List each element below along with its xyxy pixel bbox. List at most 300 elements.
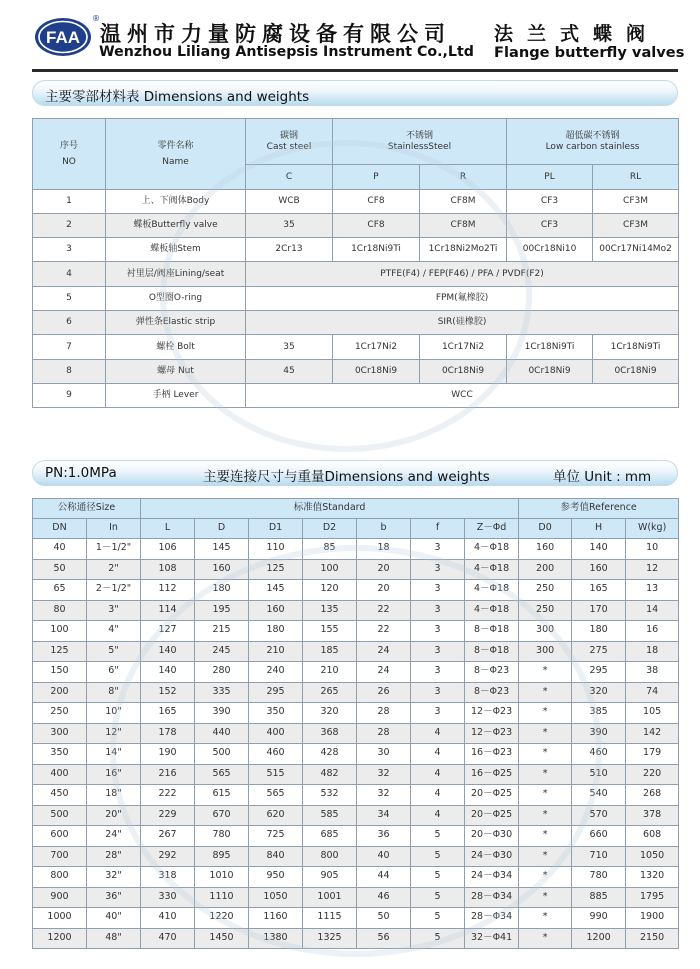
dimension-cell: 780 xyxy=(572,867,626,888)
dimension-cell: 440 xyxy=(195,723,249,744)
dimension-row xyxy=(33,928,679,949)
dimension-cell: 229 xyxy=(141,805,195,826)
dimension-cell: 378 xyxy=(626,805,679,826)
materials-section-title: 主要零部材料表 Dimensions and weights xyxy=(45,89,310,105)
dimension-cell: 40 xyxy=(33,539,87,560)
dimension-cell: 3 xyxy=(411,621,465,642)
dimension-cell: 185 xyxy=(303,641,357,662)
dimension-cell: 210 xyxy=(249,641,303,662)
material-pl: 00Cr18Ni10 xyxy=(507,238,593,262)
dimension-cell: * xyxy=(519,826,572,847)
dimension-cell: 1325 xyxy=(303,928,357,949)
header-name-cn: 零件名称 xyxy=(157,140,194,151)
header-lowcarbon-cn: 超低碳不锈钢 xyxy=(565,131,620,142)
dimension-cell: 140 xyxy=(141,662,195,683)
dimension-cell: 1795 xyxy=(626,887,679,908)
dimension-cell: * xyxy=(519,887,572,908)
material-name: 蝶板Butterfly valve xyxy=(106,214,246,238)
dimension-cell: 14 xyxy=(626,600,679,621)
material-c: 35 xyxy=(246,214,333,238)
dimension-cell: 40 xyxy=(357,846,411,867)
dimension-cell: 152 xyxy=(141,682,195,703)
dimension-row xyxy=(33,867,679,888)
dimension-cell: 215 xyxy=(195,621,249,642)
dimension-cell: 200 xyxy=(33,682,87,703)
dimension-cell: 13 xyxy=(626,580,679,601)
dimension-cell: 670 xyxy=(195,805,249,826)
dimension-cell: 460 xyxy=(249,744,303,765)
dimension-cell: 28－Φ34 xyxy=(465,908,519,929)
material-no: 8 xyxy=(33,360,106,384)
dimension-row xyxy=(33,805,679,826)
material-row xyxy=(33,311,679,335)
dimension-cell: 195 xyxy=(195,600,249,621)
dimension-row xyxy=(33,662,679,683)
dimension-cell: 2150 xyxy=(626,928,679,949)
dimension-cell: 12－Φ23 xyxy=(465,703,519,724)
dimension-cell: 8－Φ23 xyxy=(465,662,519,683)
material-no: 9 xyxy=(33,384,106,408)
dimension-cell: 320 xyxy=(572,682,626,703)
dimension-cell: 330 xyxy=(141,887,195,908)
material-pl: CF3 xyxy=(507,214,593,238)
dimension-cell: 24" xyxy=(87,826,141,847)
dimension-row xyxy=(33,600,679,621)
dimension-cell: 400 xyxy=(249,723,303,744)
dimension-cell: 500 xyxy=(33,805,87,826)
dimension-cell: 532 xyxy=(303,785,357,806)
dimension-cell: 565 xyxy=(195,764,249,785)
dimension-cell: 4－Φ18 xyxy=(465,600,519,621)
dimension-cell: * xyxy=(519,785,572,806)
dimension-cell: 65 xyxy=(33,580,87,601)
dimension-cell: 4 xyxy=(411,723,465,744)
logo-text: FAA xyxy=(46,28,80,47)
dimension-cell: 3 xyxy=(411,703,465,724)
material-row xyxy=(33,335,679,360)
dimension-cell: 1900 xyxy=(626,908,679,929)
dimension-cell: 1001 xyxy=(303,887,357,908)
group-header-standard: 标准值Standard xyxy=(141,499,519,519)
header-cast-steel xyxy=(246,119,333,165)
dimension-cell: 180 xyxy=(195,580,249,601)
dimension-cell: 125 xyxy=(249,559,303,580)
dimension-cell: 16 xyxy=(626,621,679,642)
material-rl: 00Cr17Ni14Mo2 xyxy=(593,238,679,262)
dimension-cell: 428 xyxy=(303,744,357,765)
column-header: DN xyxy=(33,519,87,539)
dimension-cell: 905 xyxy=(303,867,357,888)
material-merged-value: PTFE(F4) / FEP(F46) / PFA / PVDF(F2) xyxy=(246,262,679,287)
dimension-cell: 540 xyxy=(572,785,626,806)
material-r: 0Cr18Ni9 xyxy=(420,360,507,384)
dimension-cell: 28 xyxy=(357,703,411,724)
product-name-en: Flange butterfly valves xyxy=(494,44,685,61)
dimension-cell: 12 xyxy=(626,559,679,580)
dimension-cell: 4－Φ18 xyxy=(465,539,519,560)
dimension-cell: 318 xyxy=(141,867,195,888)
material-row xyxy=(33,262,679,287)
dimension-cell: 685 xyxy=(303,826,357,847)
dimension-row xyxy=(33,744,679,765)
dimension-cell: 990 xyxy=(572,908,626,929)
dimension-cell: 295 xyxy=(249,682,303,703)
dimension-cell: 40" xyxy=(87,908,141,929)
material-row xyxy=(33,238,679,262)
dimension-cell: 56 xyxy=(357,928,411,949)
dimension-cell: 32 xyxy=(357,764,411,785)
header-rl: RL xyxy=(593,165,679,190)
dimension-cell: 570 xyxy=(572,805,626,826)
dimension-cell: * xyxy=(519,703,572,724)
dimension-cell: 1160 xyxy=(249,908,303,929)
dimension-cell: 350 xyxy=(249,703,303,724)
dimension-cell: 179 xyxy=(626,744,679,765)
dimension-cell: 700 xyxy=(33,846,87,867)
dimension-cell: 2－1/2" xyxy=(87,580,141,601)
dimension-cell: 620 xyxy=(249,805,303,826)
dimension-cell: 900 xyxy=(33,887,87,908)
column-header: D1 xyxy=(249,519,303,539)
material-row xyxy=(33,360,679,384)
dimension-cell: 240 xyxy=(249,662,303,683)
material-c: WCB xyxy=(246,190,333,214)
dimension-cell: 160 xyxy=(195,559,249,580)
header-cast-en: Cast steel xyxy=(266,141,312,152)
dimension-row xyxy=(33,723,679,744)
dimension-cell: 10 xyxy=(626,539,679,560)
header-lowcarbon-en: Low carbon stainless xyxy=(545,141,640,152)
dimension-cell: 32－Φ41 xyxy=(465,928,519,949)
company-name-cn: 温州市力量防腐设备有限公司 xyxy=(100,22,451,46)
dimension-cell: * xyxy=(519,764,572,785)
dimension-cell: 3 xyxy=(411,682,465,703)
dimension-cell: 515 xyxy=(249,764,303,785)
dimension-cell: 24 xyxy=(357,641,411,662)
dimension-cell: 110 xyxy=(249,539,303,560)
dimension-cell: 3 xyxy=(411,662,465,683)
dimension-cell: 8－Φ18 xyxy=(465,621,519,642)
column-header: D2 xyxy=(303,519,357,539)
material-r: CF8M xyxy=(420,214,507,238)
dimension-cell: 4 xyxy=(411,805,465,826)
header-name xyxy=(106,119,246,190)
dimension-cell: 5" xyxy=(87,641,141,662)
material-p: 1Cr17Ni2 xyxy=(333,335,420,360)
dimension-cell: 155 xyxy=(303,621,357,642)
dimension-cell: * xyxy=(519,908,572,929)
dimension-cell: 267 xyxy=(141,826,195,847)
dimension-cell: 250 xyxy=(519,600,572,621)
dimension-cell: 510 xyxy=(572,764,626,785)
material-c: 35 xyxy=(246,335,333,360)
dimension-cell: 3 xyxy=(411,539,465,560)
dimension-cell: 18 xyxy=(626,641,679,662)
dimension-cell: 780 xyxy=(195,826,249,847)
dimension-cell: 145 xyxy=(249,580,303,601)
dimension-cell: 1115 xyxy=(303,908,357,929)
dimension-cell: 180 xyxy=(572,621,626,642)
dimension-row xyxy=(33,682,679,703)
dimension-cell: 8－Φ23 xyxy=(465,682,519,703)
material-rl: CF3M xyxy=(593,190,679,214)
dimension-cell: 5 xyxy=(411,928,465,949)
dimension-cell: 36" xyxy=(87,887,141,908)
group-header-reference: 参考值Reference xyxy=(519,499,679,519)
dimension-cell: 460 xyxy=(572,744,626,765)
dimension-cell: 160 xyxy=(572,559,626,580)
dimension-cell: 38 xyxy=(626,662,679,683)
dimension-cell: 20－Φ25 xyxy=(465,805,519,826)
header-divider xyxy=(32,69,678,72)
dimension-cell: 8" xyxy=(87,682,141,703)
material-pl: 1Cr18Ni9Ti xyxy=(507,335,593,360)
dimension-cell: 280 xyxy=(195,662,249,683)
dimension-cell: 34 xyxy=(357,805,411,826)
dimension-cell: 80 xyxy=(33,600,87,621)
material-name: 螺栓 Bolt xyxy=(106,335,246,360)
dimension-cell: 16－Φ23 xyxy=(465,744,519,765)
material-merged-value: WCC xyxy=(246,384,679,408)
material-name: 上、下阀体Body xyxy=(106,190,246,214)
dimension-cell: 220 xyxy=(626,764,679,785)
dimension-row xyxy=(33,641,679,662)
dimension-cell: 3 xyxy=(411,641,465,662)
material-name: O型圈O-ring xyxy=(106,287,246,311)
dimension-cell: 140 xyxy=(572,539,626,560)
dimension-cell: 170 xyxy=(572,600,626,621)
dimension-cell: 1－1/2" xyxy=(87,539,141,560)
header-stainless xyxy=(333,119,507,165)
dimension-cell: 4－Φ18 xyxy=(465,580,519,601)
column-header: Z－Φd xyxy=(465,519,519,539)
material-merged-value: FPM(氟橡胶) xyxy=(246,287,679,311)
dimension-cell: 4 xyxy=(411,744,465,765)
dimension-cell: 125 xyxy=(33,641,87,662)
dimension-cell: 725 xyxy=(249,826,303,847)
dimension-cell: 390 xyxy=(572,723,626,744)
dimension-cell: 5 xyxy=(411,826,465,847)
dimension-cell: 3 xyxy=(411,580,465,601)
group-header-size: 公称通径Size xyxy=(33,499,141,519)
dimension-cell: 268 xyxy=(626,785,679,806)
dimension-cell: 295 xyxy=(572,662,626,683)
dimension-cell: 5 xyxy=(411,887,465,908)
dimension-cell: 245 xyxy=(195,641,249,662)
dimension-cell: 1110 xyxy=(195,887,249,908)
dimension-cell: 32 xyxy=(357,785,411,806)
material-p: CF8 xyxy=(333,214,420,238)
dimension-cell: 5 xyxy=(411,867,465,888)
registered-mark: ® xyxy=(92,14,100,23)
dimension-cell: 10" xyxy=(87,703,141,724)
dimension-cell: 20 xyxy=(357,559,411,580)
dimension-cell: 100 xyxy=(33,621,87,642)
material-no: 7 xyxy=(33,335,106,360)
dimension-cell: 127 xyxy=(141,621,195,642)
dimension-cell: * xyxy=(519,805,572,826)
dimension-cell: 16" xyxy=(87,764,141,785)
material-pl: CF3 xyxy=(507,190,593,214)
dimension-cell: 3" xyxy=(87,600,141,621)
header-r: R xyxy=(420,165,507,190)
dimension-cell: 180 xyxy=(249,621,303,642)
material-p: 1Cr18Ni9Ti xyxy=(333,238,420,262)
dimension-cell: 1380 xyxy=(249,928,303,949)
material-no: 2 xyxy=(33,214,106,238)
dimension-cell: 20" xyxy=(87,805,141,826)
dimension-cell: 1050 xyxy=(626,846,679,867)
dimension-cell: 1010 xyxy=(195,867,249,888)
dimension-cell: 1220 xyxy=(195,908,249,929)
materials-section-bar xyxy=(32,80,678,106)
dimension-cell: 600 xyxy=(33,826,87,847)
dimension-cell: * xyxy=(519,867,572,888)
dimension-cell: 1320 xyxy=(626,867,679,888)
column-header: H xyxy=(572,519,626,539)
header-cast-cn: 碳钢 xyxy=(279,131,298,142)
dimension-cell: 85 xyxy=(303,539,357,560)
material-no: 6 xyxy=(33,311,106,335)
header-stainless-cn: 不锈钢 xyxy=(406,131,434,142)
dimension-cell: 14" xyxy=(87,744,141,765)
dimension-cell: 160 xyxy=(249,600,303,621)
material-merged-value: SIR(硅橡胶) xyxy=(246,311,679,335)
header-no-en: NO xyxy=(62,157,76,167)
material-rl: CF3M xyxy=(593,214,679,238)
dimension-cell: 470 xyxy=(141,928,195,949)
material-r: CF8M xyxy=(420,190,507,214)
dimension-row xyxy=(33,887,679,908)
dimension-cell: 565 xyxy=(249,785,303,806)
dimension-cell: * xyxy=(519,723,572,744)
dimension-cell: 44 xyxy=(357,867,411,888)
material-r: 1Cr18Ni2Mo2Ti xyxy=(420,238,507,262)
dimension-cell: * xyxy=(519,928,572,949)
dimension-cell: 18" xyxy=(87,785,141,806)
header-low-carbon xyxy=(507,119,679,165)
dimension-cell: 24 xyxy=(357,662,411,683)
dimensions-section-title: 主要连接尺寸与重量Dimensions and weights xyxy=(203,469,490,485)
dimension-cell: 20－Φ25 xyxy=(465,785,519,806)
material-pl: 0Cr18Ni9 xyxy=(507,360,593,384)
dimension-cell: 1200 xyxy=(572,928,626,949)
dimension-cell: 400 xyxy=(33,764,87,785)
header-stainless-en: StainlessSteel xyxy=(387,141,452,152)
dimension-cell: 2" xyxy=(87,559,141,580)
dimension-cell: 710 xyxy=(572,846,626,867)
dimension-cell: 300 xyxy=(519,621,572,642)
dimension-cell: 190 xyxy=(141,744,195,765)
dimension-cell: 275 xyxy=(572,641,626,662)
dimension-cell: 950 xyxy=(249,867,303,888)
material-r: 1Cr17Ni2 xyxy=(420,335,507,360)
faa-logo xyxy=(34,17,92,57)
dimension-cell: 28" xyxy=(87,846,141,867)
header-p: P xyxy=(333,165,420,190)
dimension-cell: * xyxy=(519,662,572,683)
material-p: 0Cr18Ni9 xyxy=(333,360,420,384)
dimension-cell: 120 xyxy=(303,580,357,601)
dimension-cell: 800 xyxy=(303,846,357,867)
dimension-cell: 16－Φ25 xyxy=(465,764,519,785)
page-header xyxy=(0,0,700,70)
unit-label: 单位 Unit : mm xyxy=(553,469,652,485)
dimension-cell: 24－Φ30 xyxy=(465,846,519,867)
dimension-cell: 114 xyxy=(141,600,195,621)
dimension-row xyxy=(33,559,679,580)
dimension-row xyxy=(33,826,679,847)
dimension-cell: 4－Φ18 xyxy=(465,559,519,580)
material-name: 螺母 Nut xyxy=(106,360,246,384)
material-no: 3 xyxy=(33,238,106,262)
dimension-cell: 5 xyxy=(411,908,465,929)
dimension-cell: 840 xyxy=(249,846,303,867)
dimension-cell: 48" xyxy=(87,928,141,949)
dimension-cell: 36 xyxy=(357,826,411,847)
dimension-cell: 300 xyxy=(519,641,572,662)
dimension-row xyxy=(33,703,679,724)
dimension-cell: 30 xyxy=(357,744,411,765)
product-name-cn: 法兰式蝶阀 xyxy=(494,23,660,45)
dimension-cell: 222 xyxy=(141,785,195,806)
dimension-cell: 4 xyxy=(411,764,465,785)
dimension-cell: 20 xyxy=(357,580,411,601)
column-header: f xyxy=(411,519,465,539)
dimension-cell: 24－Φ34 xyxy=(465,867,519,888)
material-no: 1 xyxy=(33,190,106,214)
header-no-cn: 序号 xyxy=(59,140,78,151)
dimension-cell: * xyxy=(519,744,572,765)
material-name: 衬里层/阀座Lining/seat xyxy=(106,262,246,287)
dimension-cell: 26 xyxy=(357,682,411,703)
material-row xyxy=(33,384,679,408)
dimension-cell: 140 xyxy=(141,641,195,662)
dimension-cell: 1000 xyxy=(33,908,87,929)
dimension-cell: 250 xyxy=(519,580,572,601)
dimension-cell: 482 xyxy=(303,764,357,785)
dimension-cell: 12－Φ23 xyxy=(465,723,519,744)
material-no: 4 xyxy=(33,262,106,287)
dimension-cell: 18 xyxy=(357,539,411,560)
dimension-cell: 300 xyxy=(33,723,87,744)
dimension-row xyxy=(33,846,679,867)
material-p: CF8 xyxy=(333,190,420,214)
dimension-cell: 112 xyxy=(141,580,195,601)
dimension-cell: 150 xyxy=(33,662,87,683)
dimension-row xyxy=(33,764,679,785)
dimension-cell: 12" xyxy=(87,723,141,744)
dimension-cell: 106 xyxy=(141,539,195,560)
dimension-row xyxy=(33,539,679,560)
dimension-cell: 1200 xyxy=(33,928,87,949)
dimension-cell: 50 xyxy=(357,908,411,929)
dimensions-section-bar xyxy=(32,460,678,486)
dimension-cell: 368 xyxy=(303,723,357,744)
dimension-cell: 28－Φ34 xyxy=(465,887,519,908)
dimension-row xyxy=(33,785,679,806)
column-header: b xyxy=(357,519,411,539)
dimension-cell: 165 xyxy=(141,703,195,724)
header-no xyxy=(33,119,106,190)
dimension-cell: 160 xyxy=(519,539,572,560)
dimension-cell: 660 xyxy=(572,826,626,847)
dimension-cell: 178 xyxy=(141,723,195,744)
dimension-row xyxy=(33,908,679,929)
material-row xyxy=(33,287,679,311)
material-name: 蝶板轴Stem xyxy=(106,238,246,262)
material-rl: 0Cr18Ni9 xyxy=(593,360,679,384)
